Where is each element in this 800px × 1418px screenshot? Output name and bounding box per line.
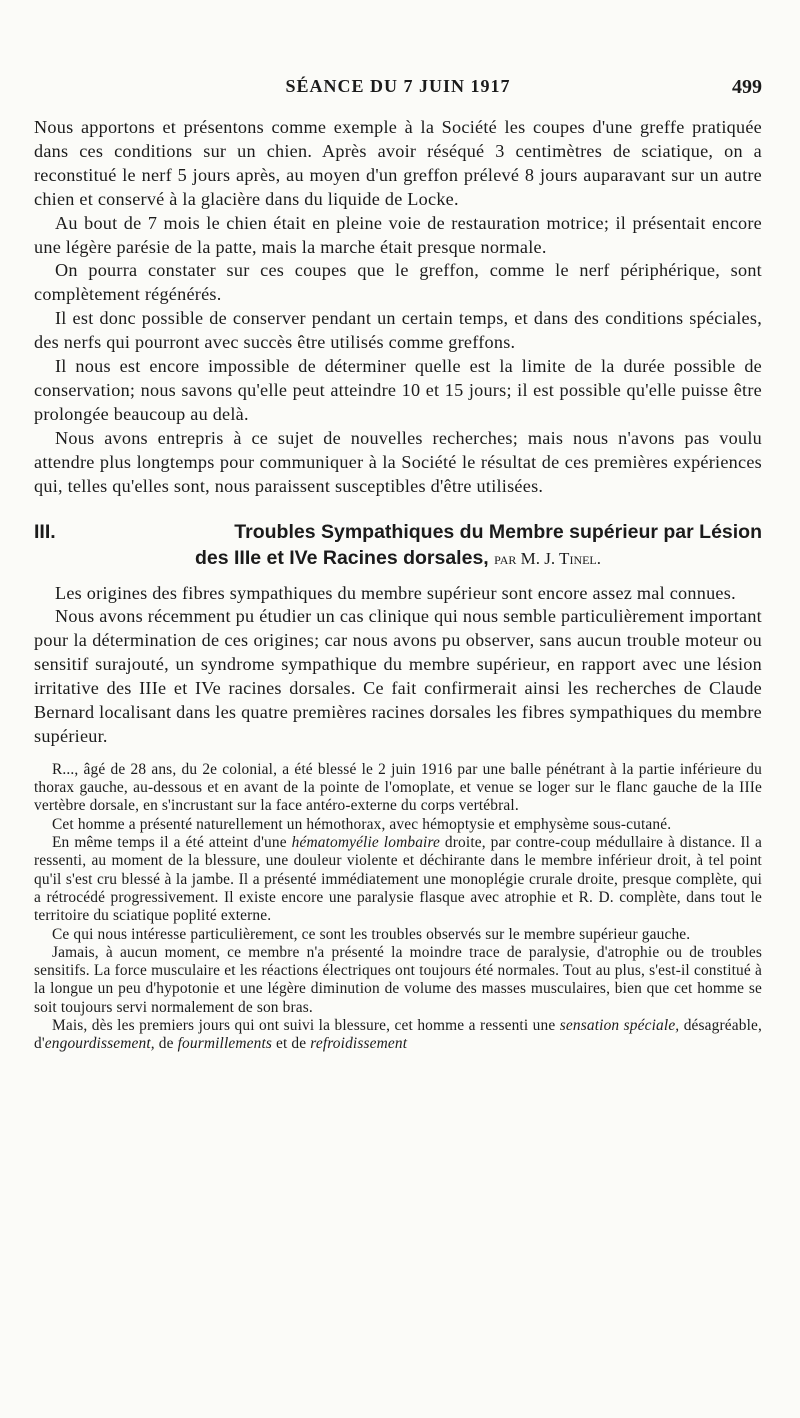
- page-body: [34, 116, 762, 1054]
- italic-term: sensation spéciale,: [559, 1017, 680, 1034]
- paragraph: Nous avons entrepris à ce sujet de nouvelles recherches; mais nous n'avons pas voulu attendre plus longtemps pour communiquer à la Société le résultat de ces premières expériences qui, telles qu'elles sont, nous paraissent susceptibles d'être utilisées.: [34, 427, 762, 496]
- section-title-line-2: des IIIe et IVe Racines dorsales,: [194, 546, 489, 569]
- section-heading: [34, 520, 762, 571]
- case-paragraph: Cet homme a présenté naturellement un hémothorax, avec hémoptysie et emphysème sous-cutané.: [52, 815, 672, 833]
- section-author: par M. J. Tinel.: [494, 548, 602, 568]
- section-introduction: [34, 582, 762, 749]
- case-paragraph: En même temps il a été atteint d'une hématomyélie lombaire droite, par contre-coup médullaire à distance. Il a ressenti, au moment de la blessure, une douleur violente et déchirante dans le membre inférieur droit, à tel point qu'il s'est cru blessé à la jambe. Il a présenté immédiatement une monoplégie crurale droite, presque complète, qui a rétrocédé progressivement. Il existe encore une paralysie flasque avec atrophie et R. D. complète, dans tout le territoire du sciatique poplité externe.: [34, 834, 762, 925]
- case-paragraph: Ce qui nous intéresse particulièrement, ce sont les troubles observés sur le membre supérieur gauche.: [52, 925, 691, 943]
- paragraph: Nous apportons et présentons comme exemple à la Société les coupes d'une greffe pratiquée dans ces conditions sur un chien. Après avoir réséqué 3 centimètres de sciatique, on a reconstitué le nerf 5 jours après, au moyen d'un greffon prélevé 8 jours auparavant sur un autre chien et conservé à la glacière dans du liquide de Locke.: [34, 117, 762, 209]
- section-title-line-1: Troubles Sympathiques du Membre supérieur par Lésion: [234, 520, 762, 543]
- paragraph: Nous avons récemment pu étudier un cas clinique qui nous semble particulièrement important pour la détermination de ces origines; car nous avons pu observer, sans aucun trouble moteur ou sensitif surajouté, un syndrome sympathique du membre supérieur, en rapport avec une lésion irritative des IIIe et IVe racines dorsales. Ce fait confirmerait ainsi les recherches de Claude Bernard localisant dans les quatre premières racines dorsales les fibres sympathiques du membre supérieur.: [34, 606, 762, 746]
- paragraph: Il est donc possible de conserver pendant un certain temps, et dans des conditions spéciales, des nerfs qui pourront avec succès être utilisés comme greffons.: [34, 308, 762, 353]
- section-continued: [34, 116, 762, 499]
- italic-term: fourmillements: [177, 1035, 273, 1053]
- case-report: [34, 761, 762, 1054]
- section-number: III.: [34, 520, 56, 543]
- paragraph: Au bout de 7 mois le chien était en pleine voie de restauration motrice; il présentait encore une légère parésie de la patte, mais la marche était presque normale.: [34, 212, 762, 257]
- section-heading-line-1: [34, 520, 762, 544]
- italic-term: refroidissement: [310, 1035, 408, 1053]
- running-title: SÉANCE DU 7 JUIN 1917: [285, 76, 511, 96]
- italic-term: engourdissement,: [44, 1035, 155, 1053]
- page-number: 499: [732, 76, 762, 98]
- case-paragraph: R..., âgé de 28 ans, du 2e colonial, a été blessé le 2 juin 1916 par une balle pénétrant à la partie inférieure du thorax gauche, au-dessous et en avant de la pointe de l'omoplate, et venue se loger sur le flanc gauche de la IIIe vertèbre dorsale, en s'incrustant sur la face antéro-externe du corps vertébral.: [34, 760, 762, 815]
- case-paragraph: Jamais, à aucun moment, ce membre n'a présenté la moindre trace de paralysie, d'atrophie ou de troubles sensitifs. La force musculaire et les réactions électriques ont toujours été normales. Tout au plus, s'est-il constitué à la longue un peu d'hypotonie et une légère diminution de volume des masses musculaires, bien que cet homme se soit toujours servi normalement de son bras.: [34, 943, 762, 1016]
- paragraph: On pourra constater sur ces coupes que le greffon, comme le nerf périphérique, sont complètement régénérés.: [34, 260, 762, 305]
- section-heading-line-2: [34, 546, 762, 571]
- italic-term: hématomyélie lombaire: [291, 834, 441, 852]
- paragraph: Il nous est encore impossible de déterminer quelle est la limite de la durée possible de conservation; nous savons qu'elle peut atteindre 10 et 15 jours; il est possible qu'elle puisse être prolongée beaucoup au delà.: [34, 356, 762, 424]
- paragraph: Les origines des fibres sympathiques du membre supérieur sont encore assez mal connues.: [55, 582, 736, 603]
- case-paragraph: Mais, dès les premiers jours qui ont suivi la blessure, cet homme a ressenti une sensation spéciale, désagréable, d'engourdissement, de fourmillements et de refroidissement: [34, 1017, 762, 1053]
- running-head: [34, 76, 762, 104]
